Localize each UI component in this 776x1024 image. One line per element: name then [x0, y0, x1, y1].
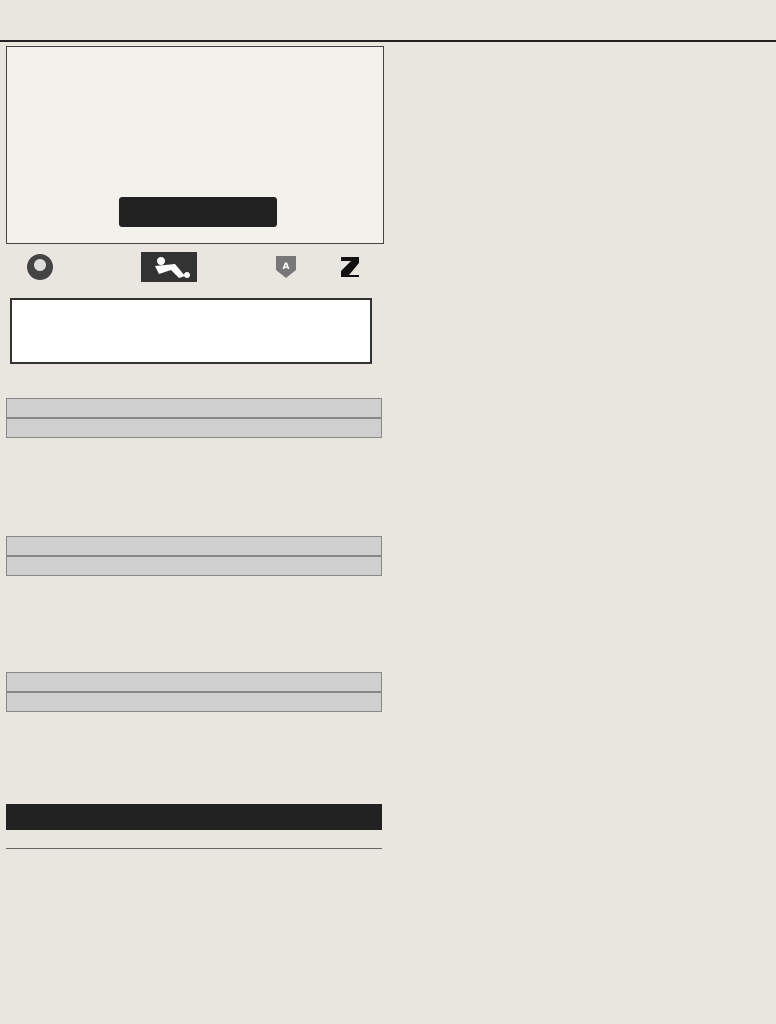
- premier-league-logo: [25, 252, 103, 282]
- league-logos: [6, 242, 382, 292]
- serie-a-logo: [273, 254, 299, 280]
- analysis-match-header: [6, 692, 382, 712]
- intro-paragraph: [10, 298, 372, 364]
- analysis-match-header: [6, 556, 382, 576]
- ligue-1-logo: [337, 255, 363, 279]
- analysis-match-header: [6, 418, 382, 438]
- svg-text:A: A: [282, 262, 290, 272]
- bundesliga-logo: [141, 252, 197, 282]
- analysis-league-header: [6, 672, 382, 692]
- analysis-league-header: [6, 536, 382, 556]
- lion-icon: [25, 252, 55, 282]
- left-column: [6, 46, 382, 1020]
- analysis-league-header: [6, 398, 382, 418]
- bundesliga-player-icon: [141, 252, 197, 282]
- rates-column-header: [6, 832, 382, 849]
- ligue-1-mark-icon: [337, 255, 363, 279]
- serie-a-shield-icon: [273, 254, 299, 280]
- feature-banner: [6, 46, 384, 244]
- column-pick: [309, 832, 382, 848]
- column-matches: [6, 832, 145, 848]
- page-header: [0, 0, 776, 42]
- rates-heading: [6, 804, 382, 830]
- column-opening-price: [145, 832, 309, 848]
- banner-brand-logo: [119, 197, 277, 227]
- right-column: [388, 46, 770, 1024]
